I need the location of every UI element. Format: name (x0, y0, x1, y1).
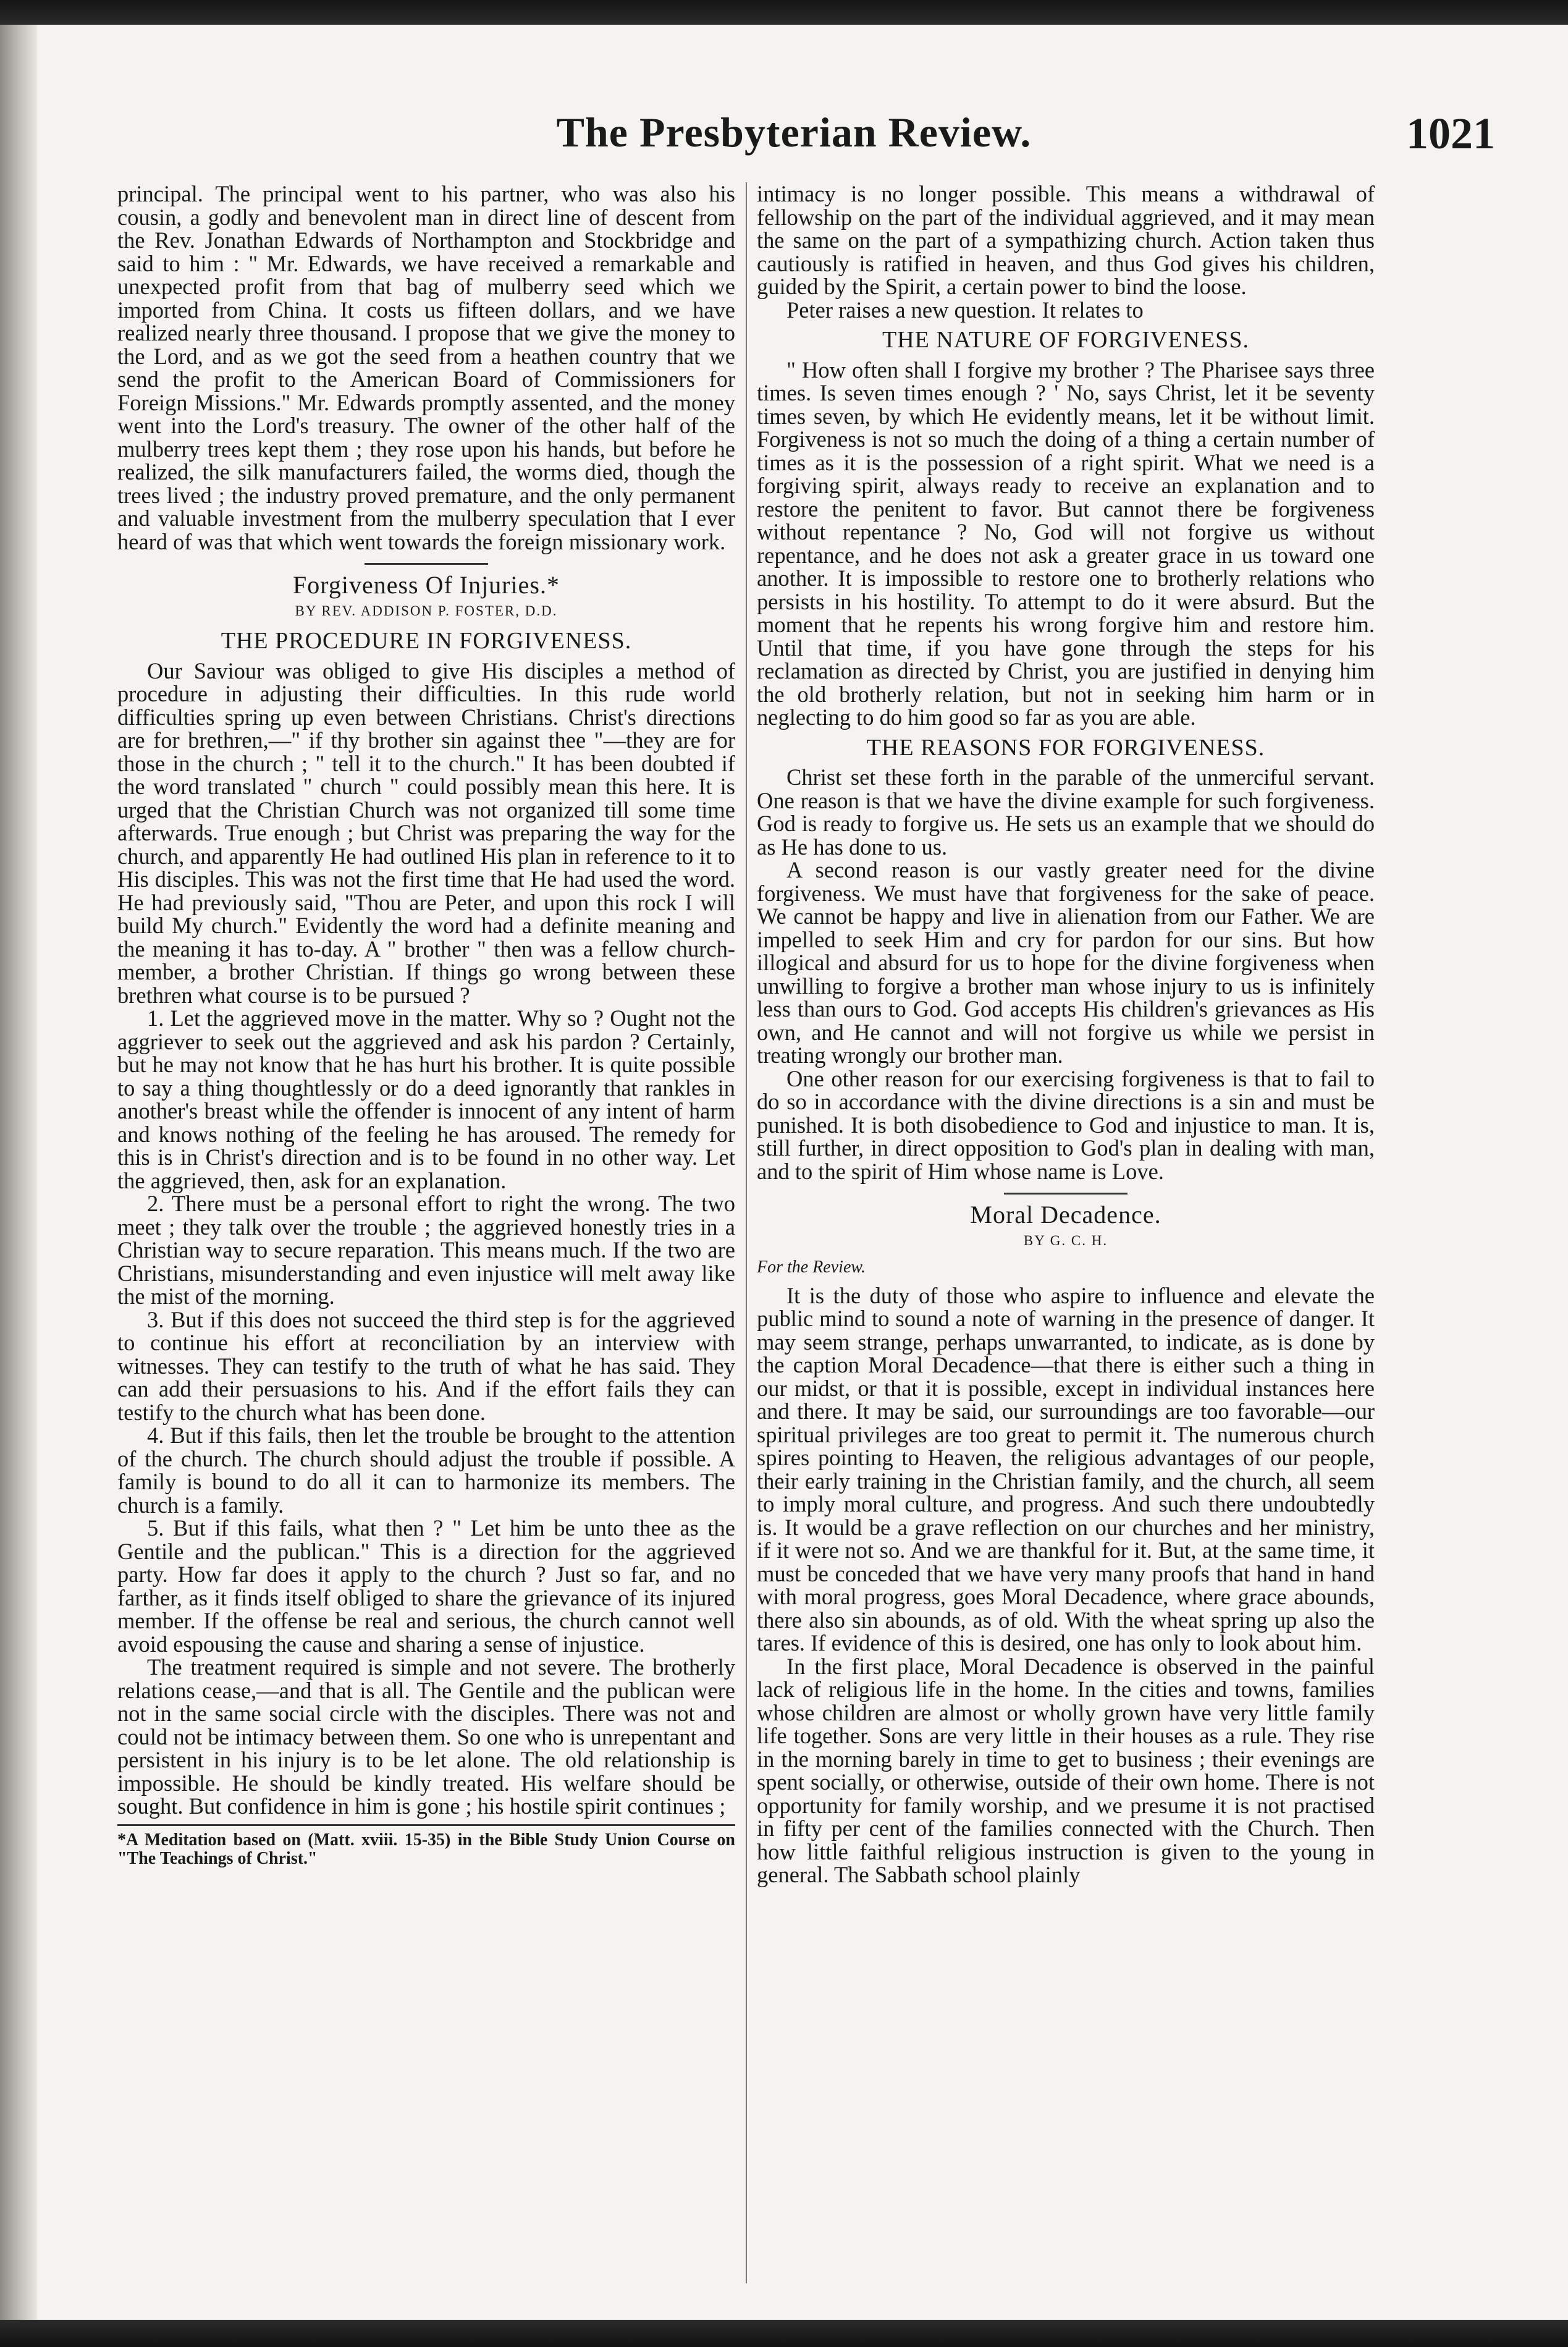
page-number: 1021 (1406, 109, 1495, 158)
body-paragraph: Our Saviour was obliged to give His disciples a method of procedure in adjusting their difficulties. In this rude world difficulties spring up even between Christians. Christ's directions are for brethren,—" if thy brother sin against thee "—they are for those in the church ; " tell it to the church." It has been doubted if the word translated " church " could possibly mean this here. It is urged that the Christian Church was not organized till some time afterwards. True enough ; but Christ was preparing the way for the church, and apparently He had outlined His plan in reference to it to His disciples. This was not the first time that He had used the word. He had previously said, "Thou are Peter, and upon this rock I will build My church." Evidently the word had a definite meaning and the meaning it has to-day. A " brother " then was a fellow church-member, a brother Christian. If things go wrong between these brethren what course is to be pursued ? (117, 658, 735, 1008)
body-paragraph: 4. But if this fails, then let the trouble be brought to the attention of the church. The church should adjust the trouble if possible. A family is bound to do all it can to harmonize its members. The church is a family. (117, 1423, 735, 1518)
section-separator (365, 563, 488, 565)
top-border (0, 0, 1568, 25)
body-paragraph: 1. Let the aggrieved move in the matter. Why so ? Ought not the aggriever to seek out the aggrieved and ask his pardon ? Certainly, but he may not know that he has hurt his brother. It is quite possible to say a thing thoughtlessly or do a deed ignorantly that rankles in another's breast while the offender is innocent of any intent of harm and knows nothing of the feeling he has aroused. The remedy for this is in Christ's direction and is to be found in no other way. Let the aggrieved, then, ask for an explanation. (117, 1005, 735, 1193)
body-paragraph: 5. But if this fails, what then ? " Let him be unto thee as the Gentile and the publican." This is a direction for the aggrieved party. How far does it apply to the church ? Just so far, and no farther, as it finds itself obliged to share the grievance of its injured member. If the offense be real and serious, the church cannot well avoid espousing the cause and sharing a sense of injustice. (117, 1515, 735, 1657)
section-heading: THE PROCEDURE IN FORGIVENESS. (221, 628, 632, 654)
bottom-border (0, 2320, 1568, 2347)
body-paragraph: In the first place, Moral Decadence is observed in the painful lack of religious life in the home. In the cities and towns, families whose children are almost or wholly grown have very little family life together. Sons are very little in their houses as a rule. They rise in the morning barely in time to get to business ; their evenings are spent socially, or otherwise, outside of their own home. There is not opportunity for family worship, and we presume it is not practised in fifty per cent of the families connected with the Church. Then how little faithful religious instruction is given to the young in general. The Sabbath school plainly (757, 1653, 1375, 1887)
column-divider (746, 182, 747, 2283)
section-separator (1004, 1193, 1128, 1195)
body-paragraph: The treatment required is simple and not severe. The brotherly relations cease,—and that is all. The Gentile and the publican were not in the same social circle with the disciples. There was not and could not be intimacy between them. So one who is unrepentant and persistent in his injury is to be let alone. The old relationship is impossible. He should be kindly treated. His welfare should be sought. But confidence in him is gone ; his hostile spirit continues ; (117, 1654, 735, 1819)
running-title: The Presbyterian Review. (556, 109, 1032, 156)
continued-paragraph: principal. The principal went to his partner, who was also his cousin, a godly and benevolent man in direct line of descent from the Rev. Jonathan Edwards of Northampton and Stockbridge and said to him : " Mr. Edwards, we have received a remarkable and unexpected profit from that bag of mulberry seed which we imported from China. It costs us fifteen dollars, and we have realized nearly three thousand. I propose that we give the money to the Lord, and as we got the seed from a heathen country that we send the profit to the American Board of Commissioners for Foreign Missions." Mr. Edwards promptly assented, and the money went into the Lord's treasury. The owner of the other half of the mulberry trees kept them ; they rose upon his hands, but before he realized, the silk manufacturers failed, the worms died, though the trees lived ; the industry proved premature, and the only permanent and valuable investment from the mulberry speculation that I ever heard of was that which went towards the foreign missionary work. (117, 181, 735, 554)
body-paragraph: 3. But if this does not succeed the third step is for the aggrieved to continue his effort at reconciliation by an interview with witnesses. They can testify to the truth of what he has said. They can add their persuasions to his. And if the effort fails they can testify to the church what has been done. (117, 1306, 735, 1425)
footnote-rule (117, 1824, 735, 1826)
article-title: Moral Decadence. (970, 1201, 1161, 1228)
article-title: Forgiveness Of Injuries.* (293, 571, 560, 599)
body-paragraph: " How often shall I forgive my brother ? The Pharisee says three times. Is seven times enough ? ' No, says Christ, let it be seventy times seven, by which He evidently means, let it be without limit. Forgiveness is not so much the doing of a thing a certain number of times as it is the possession of a right spirit. What we need is a forgiving spirit, always ready to receive an explanation and to restore the penitent to favor. But cannot there be forgiveness without repentance ? No, God will not forgive us without repentance, and he does not ask a greater grace in us toward one another. It is impossible to restore one to brotherly relations who persists in his hostility. To attempt to do it were absurd. But the moment that he repents his wrong forgive him and restore him. Until that time, if you have gone through the steps for his reclamation as directed by Christ, you are justified in denying him the old brotherly relation, but not in seeking him harm or in neglecting to do him good so far as you are able. (757, 357, 1375, 730)
page-edge-shadow (0, 25, 37, 2320)
body-paragraph: Peter raises a new question. It relates to (786, 297, 1144, 323)
right-column (757, 182, 1375, 1887)
page-header (93, 108, 1495, 176)
body-paragraph: 2. There must be a personal effort to right the wrong. The two meet ; they talk over the trouble ; the aggrieved honestly tries in a Christian way to secure reparation. This means much. If the two are Christians, misunderstanding and even injustice will melt away like the mist of the morning. (117, 1191, 735, 1309)
section-heading: THE REASONS FOR FORGIVENESS. (866, 734, 1265, 761)
left-column (117, 182, 735, 1868)
body-paragraph: Christ set these forth in the parable of the unmerciful servant. One reason is that we have the divine example for such forgiveness. God is ready to forgive us. He sets us an example that we should do as He has done to us. (757, 764, 1375, 860)
article-byline: BY REV. ADDISON P. FOSTER, D.D. (295, 603, 558, 619)
for-review-note: For the Review. (757, 1258, 866, 1277)
footnote: *A Meditation based on (Matt. xviii. 15-35) in the Bible Study Union Course on "The Teachings of Christ." (117, 1830, 735, 1868)
article-byline: BY G. C. H. (1023, 1232, 1108, 1248)
body-paragraph: A second reason is our vastly greater need for the divine forgiveness. We must have that forgiveness for the sake of peace. We cannot be happy and live in alienation from our Father. We are impelled to seek Him and cry for pardon for our sins. But how illogical and absurd for us to hope for the divine forgiveness when unwilling to forgive a brother man whose injury to us is infinitely less than ours to God. God accepts His children's grievances as His own, and He cannot and will not forgive us while we persist in treating wrongly our brother man. (757, 857, 1375, 1068)
continued-paragraph: intimacy is no longer possible. This means a withdrawal of fellowship on the part of the individual aggrieved, and it may mean the same on the part of a sympathizing church. Action taken thus cautiously is ratified in heaven, and thus God gives his children, guided by the Spirit, a certain power to bind the loose. (757, 181, 1375, 299)
body-paragraph: It is the duty of those who aspire to influence and elevate the public mind to sound a note of warning in the presence of danger. It may seem strange, perhaps unwarranted, to indicate, as is done by the caption Moral Decadence—that there is either such a thing in our midst, or that it is possible, except in individual instances here and there. It may be said, our surroundings are too favorable—our spiritual privileges are too great to permit it. The numerous church spires pointing to Heaven, the religious advantages of our people, their early training in the Christian family, and the church, all seem to imply moral culture, and progress. And such there undoubtedly is. It would be a grave reflection on our churches and her ministry, if it were not so. And we are thankful for it. But, at the same time, it must be conceded that we have very many proofs that hand in hand with moral progress, goes Moral Decadence, where grace abounds, there also sin abounds, as of old. With the wheat spring up also the tares. If evidence of this is desired, one has only to look about him. (757, 1282, 1375, 1656)
section-heading: THE NATURE OF FORGIVENESS. (882, 327, 1249, 353)
body-paragraph: One other reason for our exercising forgiveness is that to fail to do so in accordance with the divine directions is a sin and must be punished. It is both disobedience to God and injustice to man. It is, still further, in direct opposition to God's plan in dealing with man, and to the spirit of Him whose name is Love. (757, 1065, 1375, 1184)
